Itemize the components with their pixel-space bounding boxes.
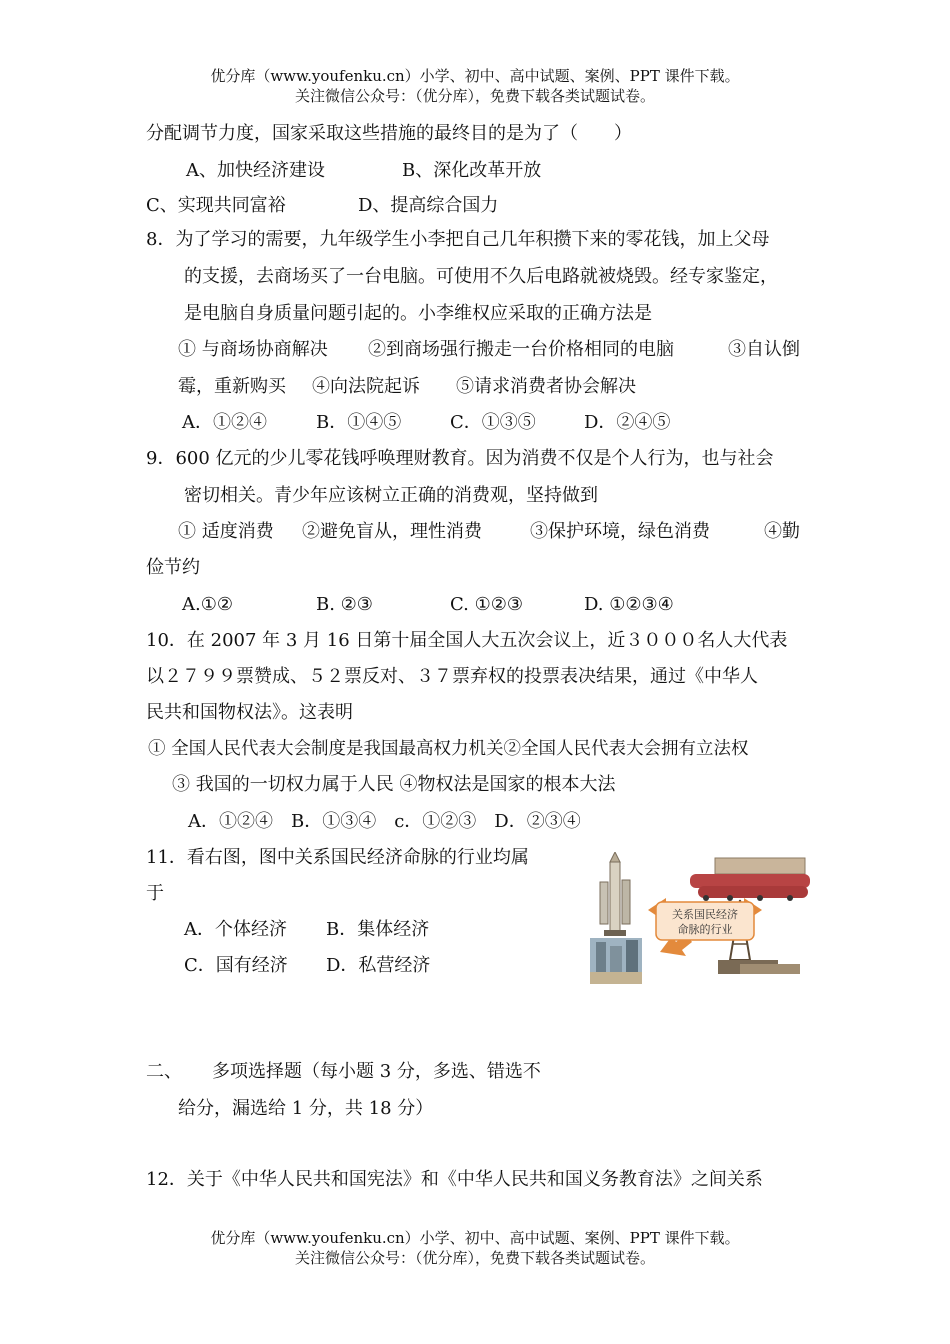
q10-options: A．①②④ B．①③④ c．①②③ D．②③④: [188, 811, 581, 832]
q9-statement-4a: ④勤: [764, 521, 800, 542]
q8-option-b: B．①④⑤: [316, 412, 402, 433]
q11-option-d: D．私营经济: [326, 955, 431, 976]
q9-line-1: 9．600 亿元的少儿零花钱呼唤理财教育。因为消费不仅是个人行为，也与社会: [146, 448, 774, 469]
section-2-number: 二、: [146, 1061, 182, 1082]
q8-statement-3b: 霉，重新购买: [178, 376, 286, 397]
q9-statement-1: ① 适度消费: [178, 521, 274, 542]
q9-option-a: A.①②: [182, 594, 233, 615]
q9-option-d: D. ①②③④: [584, 594, 674, 615]
page-footer: [0, 1228, 950, 1268]
q8-statement-2: ②到商场强行搬走一台价格相同的电脑: [368, 339, 674, 360]
q11-option-b: B．集体经济: [326, 919, 430, 940]
q7-option-b: B、深化改革开放: [402, 160, 542, 181]
q10-line-2: 以２７９９票赞成、５２票反对、３７票弃权的投票表决结果，通过《中华人: [146, 666, 758, 687]
q10-line-3: 民共和国物权法》。这表明: [146, 702, 353, 723]
q8-option-c: C．①③⑤: [450, 412, 536, 433]
q8-option-d: D．②④⑤: [584, 412, 671, 433]
q9-statement-3: ③保护环境，绿色消费: [530, 521, 710, 542]
industries-figure: [590, 852, 818, 986]
q9-line-2: 密切相关。青少年应该树立正确的消费观，坚持做到: [184, 485, 598, 506]
q11-line-1: 11．看右图，图中关系国民经济命脉的行业均属: [146, 847, 529, 868]
q10-line-1: 10．在 2007 年 3 月 16 日第十届全国人大五次会议上，近３０００名人大代表: [146, 630, 788, 651]
q8-statement-3a: ③自认倒: [728, 339, 800, 360]
q8-statement-4: ④向法院起诉: [312, 376, 420, 397]
q9-statement-4b: 俭节约: [146, 557, 200, 578]
q10-statements-3-4: ③ 我国的一切权力属于人民 ④物权法是国家的根本大法: [172, 774, 616, 795]
q7-option-a: A、加快经济建设: [186, 160, 325, 181]
q11-line-2: 于: [146, 883, 164, 904]
footer-line-2: 关注微信公众号：（优分库），免费下载各类试题试卷。: [294, 1249, 655, 1267]
q7-option-d: D、提高综合国力: [358, 195, 499, 216]
section-2-title: 多项选择题（每小题 3 分，多选、错选不: [212, 1061, 541, 1082]
figure-label-1: 关系国民经济: [672, 908, 738, 921]
q8-line-3: 是电脑自身质量问题引起的。小李维权应采取的正确方法是: [184, 303, 652, 324]
q8-statement-5: ⑤请求消费者协会解决: [456, 376, 636, 397]
header-line-1: 优分库（www.youfenku.cn）小学、初中、高中试题、案例、PPT 课件下载。: [210, 67, 740, 85]
dam-icon: [590, 938, 642, 984]
page-header: [0, 66, 950, 106]
q8-statement-1: ① 与商场协商解决: [178, 339, 328, 360]
q12-line-1: 12．关于《中华人民共和国宪法》和《中华人民共和国义务教育法》之间关系: [146, 1169, 763, 1190]
q9-option-c: C. ①②③: [450, 594, 523, 615]
q7-option-c: C、实现共同富裕: [146, 195, 286, 216]
q7-stem: 分配调节力度，国家采取这些措施的最终目的是为了（ ）: [146, 123, 632, 144]
q9-statement-2: ②避免盲从，理性消费: [302, 521, 482, 542]
q9-option-b: B. ②③: [316, 594, 373, 615]
q11-option-c: C．国有经济: [184, 955, 288, 976]
header-line-2: 关注微信公众号：（优分库），免费下载各类试题试卷。: [294, 87, 655, 105]
footer-line-1: 优分库（www.youfenku.cn）小学、初中、高中试题、案例、PPT 课件下载。: [210, 1229, 740, 1247]
section-2-title-cont: 给分，漏选给 1 分，共 18 分）: [178, 1098, 434, 1119]
q8-line-2: 的支援，去商场买了一台电脑。可使用不久后电路就被烧毁。经专家鉴定，: [184, 266, 778, 287]
q8-line-1: 8．为了学习的需要，九年级学生小李把自己几年积攒下来的零花钱，加上父母: [146, 229, 770, 250]
figure-label-2: 命脉的行业: [677, 923, 733, 936]
q10-statements-1-2: ① 全国人民代表大会制度是我国最高权力机关②全国人民代表大会拥有立法权: [148, 739, 749, 759]
q11-option-a: A．个体经济: [184, 919, 287, 940]
q8-option-a: A．①②④: [182, 412, 267, 433]
